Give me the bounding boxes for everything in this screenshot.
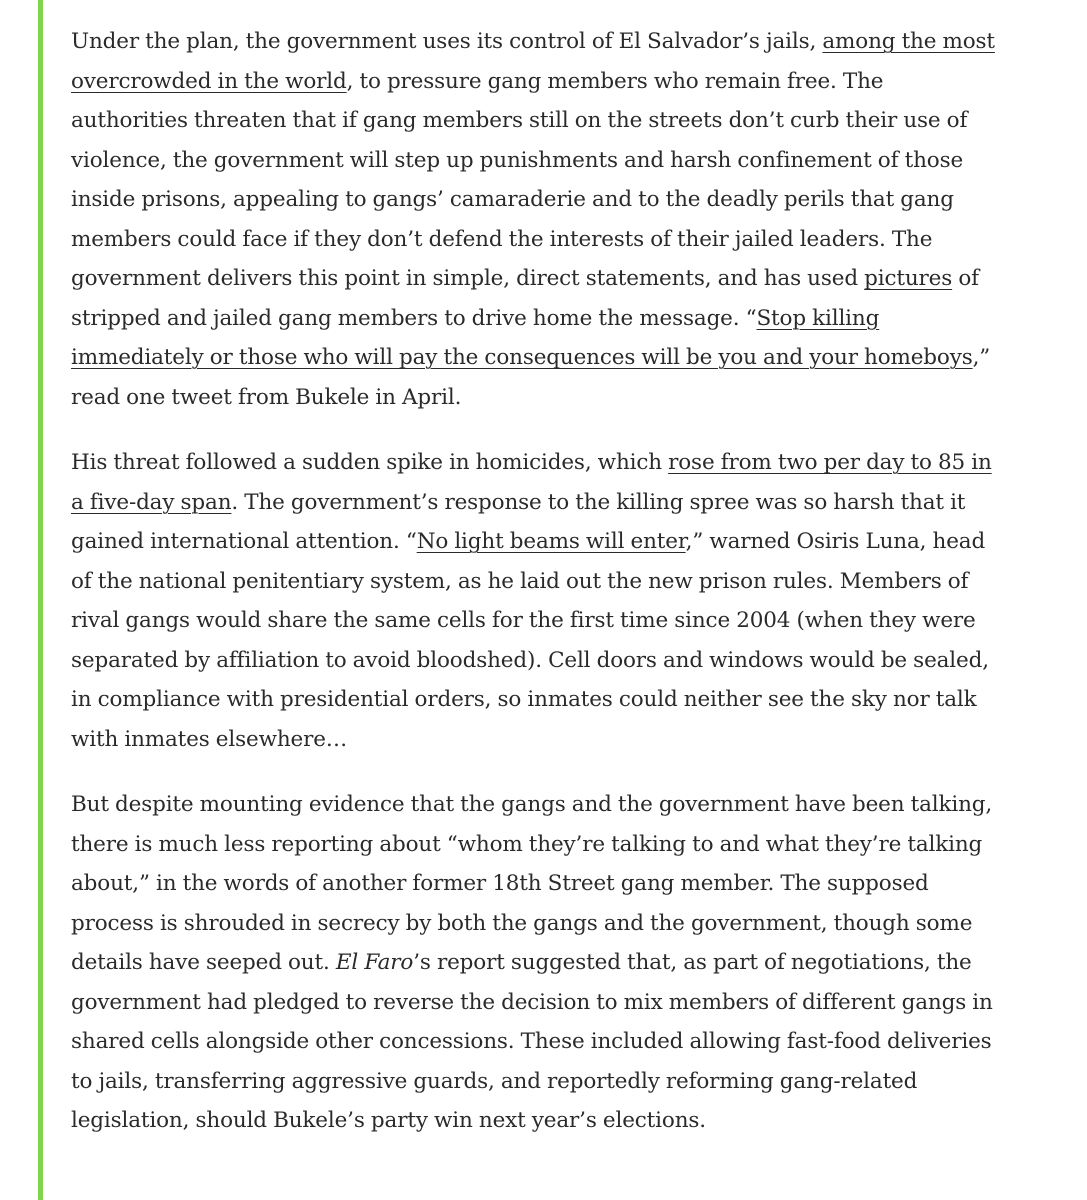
article-blockquote [71, 22, 1001, 1167]
paragraph-homicide-spike [71, 443, 1001, 759]
publication-name: El Faro [335, 950, 414, 975]
paragraph-negotiations [71, 785, 1001, 1141]
text: ,” warned Osiris Luna, head of the national penitentiary system, as he laid out the new prison rules. Members of rival gangs would share the same cells for the first time since 2004 (when they were separated by affiliation to avoid bloodshed). Cell doors and windows would be sealed, in compliance with presidential orders, so inmates could neither see the sky nor talk with inmates elsewhere… [71, 529, 989, 752]
paragraph-prison-plan [71, 22, 1001, 417]
link-overcrowded-jails[interactable]: among the most overcrowded in the world [71, 29, 995, 94]
text: ’s report suggested that, as part of negotiations, the government had pledged to reverse the decision to mix members of different gangs in shared cells alongside other concessions. These included allowing fast-food deliveries to jails, transferring aggressive guards, and reportedly reforming gang-related legislation, should Bukele’s party win next year’s elections. [71, 950, 993, 1133]
link-pictures[interactable]: pictures [864, 266, 953, 291]
text: But despite mounting evidence that the gangs and the government have been talking, there is much less reporting about “whom they’re talking to and what they’re talking about,” in the words of another former 18th Street gang member. The supposed process is shrouded in secrecy by both the gangs and the government, though some details have seeped out. [71, 792, 993, 975]
link-bukele-tweet[interactable]: Stop killing immediately or those who will pay the consequences will be you and your homeboys [71, 305, 973, 370]
link-homicide-rise[interactable]: rose from two per day to 85 in a five-day span [71, 450, 992, 515]
text: His threat followed a sudden spike in homicides, which [71, 450, 669, 475]
text: of stripped and jailed gang members to drive home the message. “ [71, 266, 979, 331]
link-no-light-beams[interactable]: No light beams will enter [416, 529, 686, 554]
text: , to pressure gang members who remain free. The authorities threaten that if gang members still on the streets don’t curb their use of violence, the government will step up punishments and harsh confinement of those inside prisons, appealing to gangs’ camaraderie and to the deadly perils that gang members could face if they don’t defend the interests of their jailed leaders. The government delivers this point in simple, direct statements, and has used [71, 68, 968, 291]
text: Under the plan, the government uses its control of El Salvador’s jails, [71, 29, 823, 54]
text: . The government’s response to the killing spree was so harsh that it gained international attention. “ [71, 489, 966, 554]
text: ,” read one tweet from Bukele in April. [71, 345, 991, 410]
blockquote-bar [38, 0, 43, 1200]
